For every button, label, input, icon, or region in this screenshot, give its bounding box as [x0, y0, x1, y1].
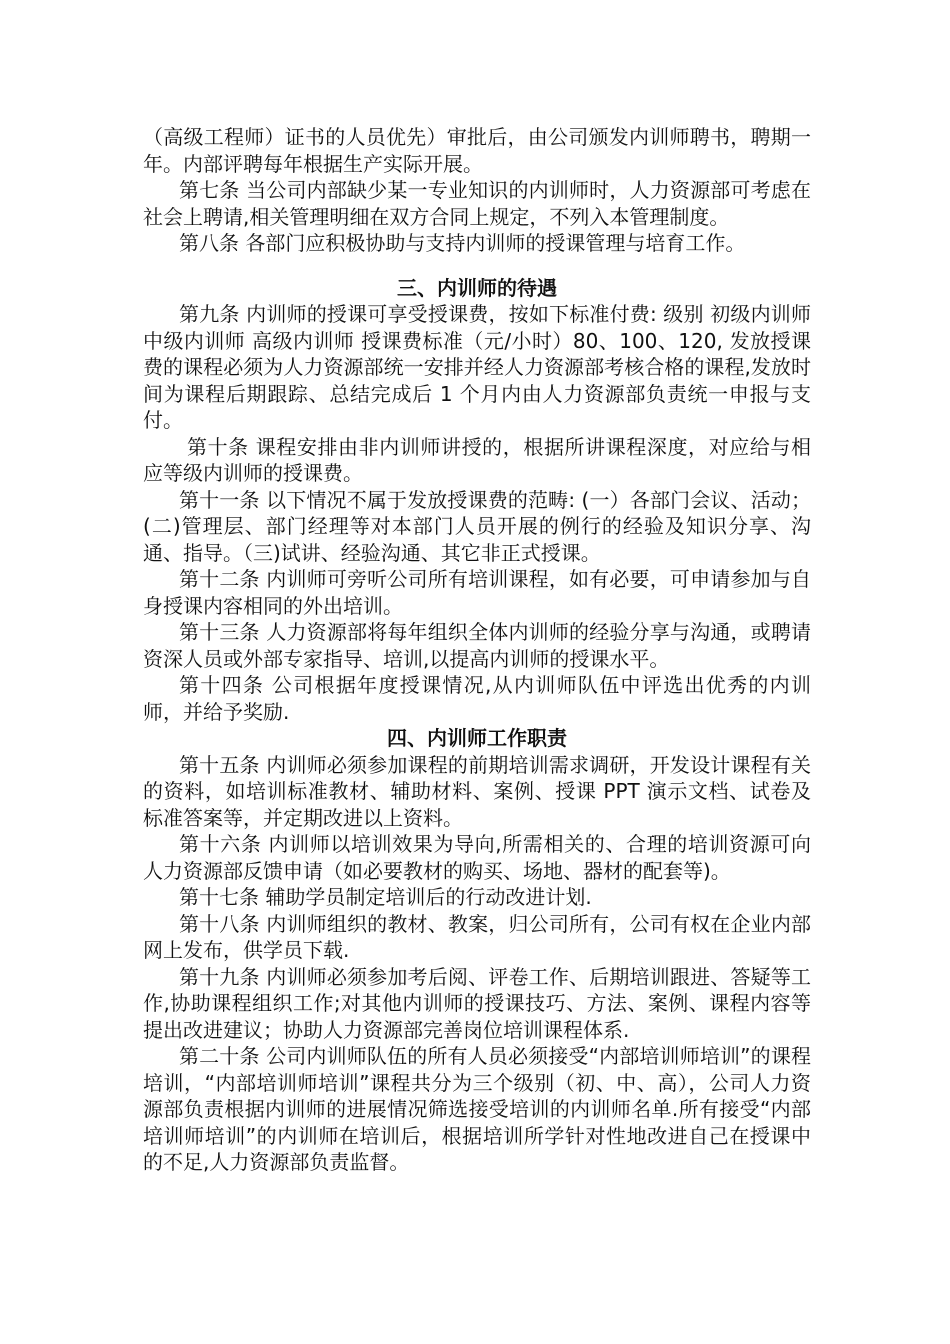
- section-4-heading: 四、内训师工作职责: [387, 726, 567, 750]
- article-12: 第十二条 内训师可旁听公司所有培训课程，如有必要，可申请参加与自身授课内容相同的外出培训。: [143, 567, 811, 618]
- article-10: 第十条 课程安排由非内训师讲授的，根据所讲课程深度，对应给与相应等级内训师的授课费。: [143, 434, 811, 485]
- article-16: 第十六条 内训师以培训效果为导向,所需相关的、合理的培训资源可向人力资源部反馈申请（如必要教材的购买、场地、器材的配套等)。: [143, 832, 811, 883]
- article-18: 第十八条 内训师组织的教材、教案，归公司所有，公司有权在企业内部网上发布，供学员下载.: [143, 911, 811, 962]
- article-17: 第十七条 辅助学员制定培训后的行动改进计划.: [179, 885, 592, 909]
- article-19: 第十九条 内训师必须参加考后阅、评卷工作、后期培训跟进、答疑等工作,协助课程组织工作;对其他内训师的授课技巧、方法、案例、课程内容等提出改进建议；协助人力资源部完善岗位培训课程体系.: [143, 964, 811, 1042]
- article-11: 第十一条 以下情况不属于发放授课费的范畴: (一）各部门会议、活动； (二)管理层、部门经理等对本部门人员开展的例行的经验及知识分享、沟通、指导。（三)试讲、经验沟通、其它非正式授课。: [143, 487, 811, 565]
- document-page: [143, 124, 811, 1176]
- article-15: 第十五条 内训师必须参加课程的前期培训需求调研，开发设计课程有关的资料，如培训标准教材、辅助材料、案例、授课 PPT 演示文档、试卷及标准答案等，并定期改进以上资料。: [143, 752, 811, 830]
- article-9: 第九条 内训师的授课可享受授课费，按如下标准付费: 级别 初级内训师 中级内训师 高级内训师 授课费标准（元/小时）80、100、120, 发放授课费的课程必须为人力资源部统一安排并经人力资源部考核合格的课程,发放时间为课程后期跟踪、总结完成后 1 个月内由人力资源部负责统一申报与支付。: [143, 302, 811, 432]
- paragraph-continuation: （高级工程师）证书的人员优先）审批后，由公司颁发内训师聘书，聘期一年。内部评聘每年根据生产实际开展。: [143, 125, 811, 176]
- article-8: 第八条 各部门应积极协助与支持内训师的授课管理与培育工作。: [179, 231, 746, 255]
- article-7: 第七条 当公司内部缺少某一专业知识的内训师时，人力资源部可考虑在社会上聘请,相关管理明细在双方合同上规定，不列入本管理制度。: [143, 178, 811, 229]
- article-20: 第二十条 公司内训师队伍的所有人员必须接受“内部培训师培训”的课程培训，“内部培训师培训”课程共分为三个级别（初、中、高），公司人力资源部负责根据内训师的进展情况筛选接受培训的内训师名单.所有接受“内部培训师培训”的内训师在培训后，根据培训所学针对性地改进自己在授课中的不足,人力资源部负责监督。: [143, 1044, 811, 1174]
- section-3-heading: 三、内训师的待遇: [397, 275, 557, 300]
- article-13: 第十三条 人力资源部将每年组织全体内训师的经验分享与沟通，或聘请资深人员或外部专家指导、培训,以提高内训师的授课水平。: [143, 620, 811, 671]
- article-14: 第十四条 公司根据年度授课情况,从内训师队伍中评选出优秀的内训师，并给予奖励.: [143, 673, 811, 724]
